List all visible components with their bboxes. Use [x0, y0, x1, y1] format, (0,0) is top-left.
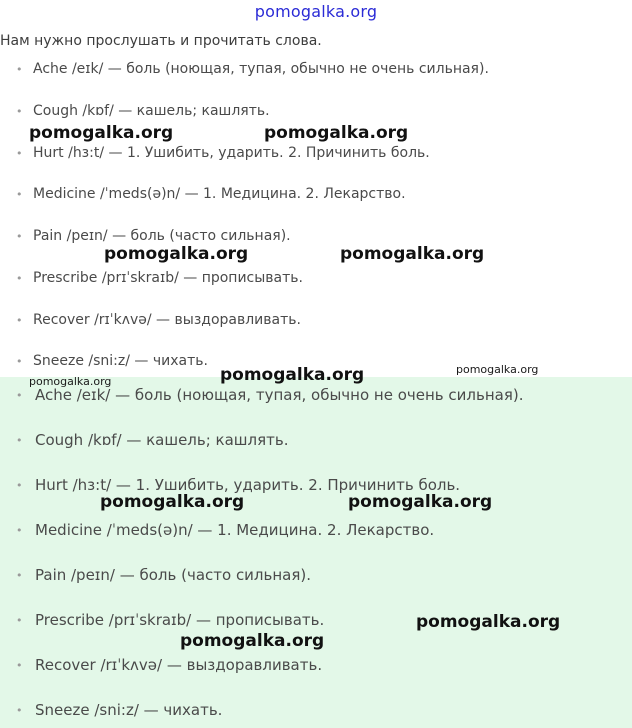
- list-item: • Recover /rɪˈkʌvə/ — выздоравливать.: [35, 656, 322, 674]
- watermark: pomogalka.org: [416, 612, 561, 632]
- list-item: • Sneeze /sni:z/ — чихать.: [33, 353, 208, 369]
- list-item: • Ache /eɪk/ — боль (ноющая, тупая, обычно не очень сильная).: [33, 61, 489, 77]
- watermark: pomogalka.org: [100, 492, 245, 512]
- list-item: • Ache /eɪk/ — боль (ноющая, тупая, обычно не очень сильная).: [35, 386, 523, 404]
- watermark: pomogalka.org: [264, 123, 409, 143]
- list-item: • Medicine /ˈmeds(ə)n/ — 1. Медицина. 2. Лекарство.: [33, 186, 406, 202]
- list-item: • Pain /peɪn/ — боль (часто сильная).: [33, 228, 291, 244]
- list-item: • Medicine /ˈmeds(ə)n/ — 1. Медицина. 2. Лекарство.: [35, 521, 434, 539]
- watermark: pomogalka.org: [29, 375, 112, 388]
- list-item: • Hurt /hɜ:t/ — 1. Ушибить, ударить. 2. Причинить боль.: [35, 476, 460, 494]
- watermark: pomogalka.org: [180, 631, 325, 651]
- list-item: • Pain /peɪn/ — боль (часто сильная).: [35, 566, 311, 584]
- list-item: • Hurt /hɜ:t/ — 1. Ушибить, ударить. 2. Причинить боль.: [33, 145, 430, 161]
- site-header: [0, 0, 632, 24]
- site-header-link[interactable]: pomogalka.org: [254, 2, 378, 21]
- watermark: pomogalka.org: [456, 363, 539, 376]
- list-item: • Recover /rɪˈkʌvə/ — выздоравливать.: [33, 312, 301, 328]
- list-item: • Cough /kɒf/ — кашель; кашлять.: [33, 103, 270, 119]
- watermark: pomogalka.org: [29, 123, 174, 143]
- watermark: pomogalka.org: [340, 244, 485, 264]
- list-item: • Prescribe /prɪˈskraɪb/ — прописывать.: [35, 611, 324, 629]
- list-item: • Cough /kɒf/ — кашель; кашлять.: [35, 431, 288, 449]
- intro-text: Нам нужно прослушать и прочитать слова.: [0, 33, 322, 49]
- watermark: pomogalka.org: [348, 492, 493, 512]
- watermark: pomogalka.org: [104, 244, 249, 264]
- list-item: • Prescribe /prɪˈskraɪb/ — прописывать.: [33, 270, 303, 286]
- watermark: pomogalka.org: [220, 365, 365, 385]
- vocab-panel: [0, 377, 632, 728]
- list-item: • Sneeze /sni:z/ — чихать.: [35, 701, 222, 719]
